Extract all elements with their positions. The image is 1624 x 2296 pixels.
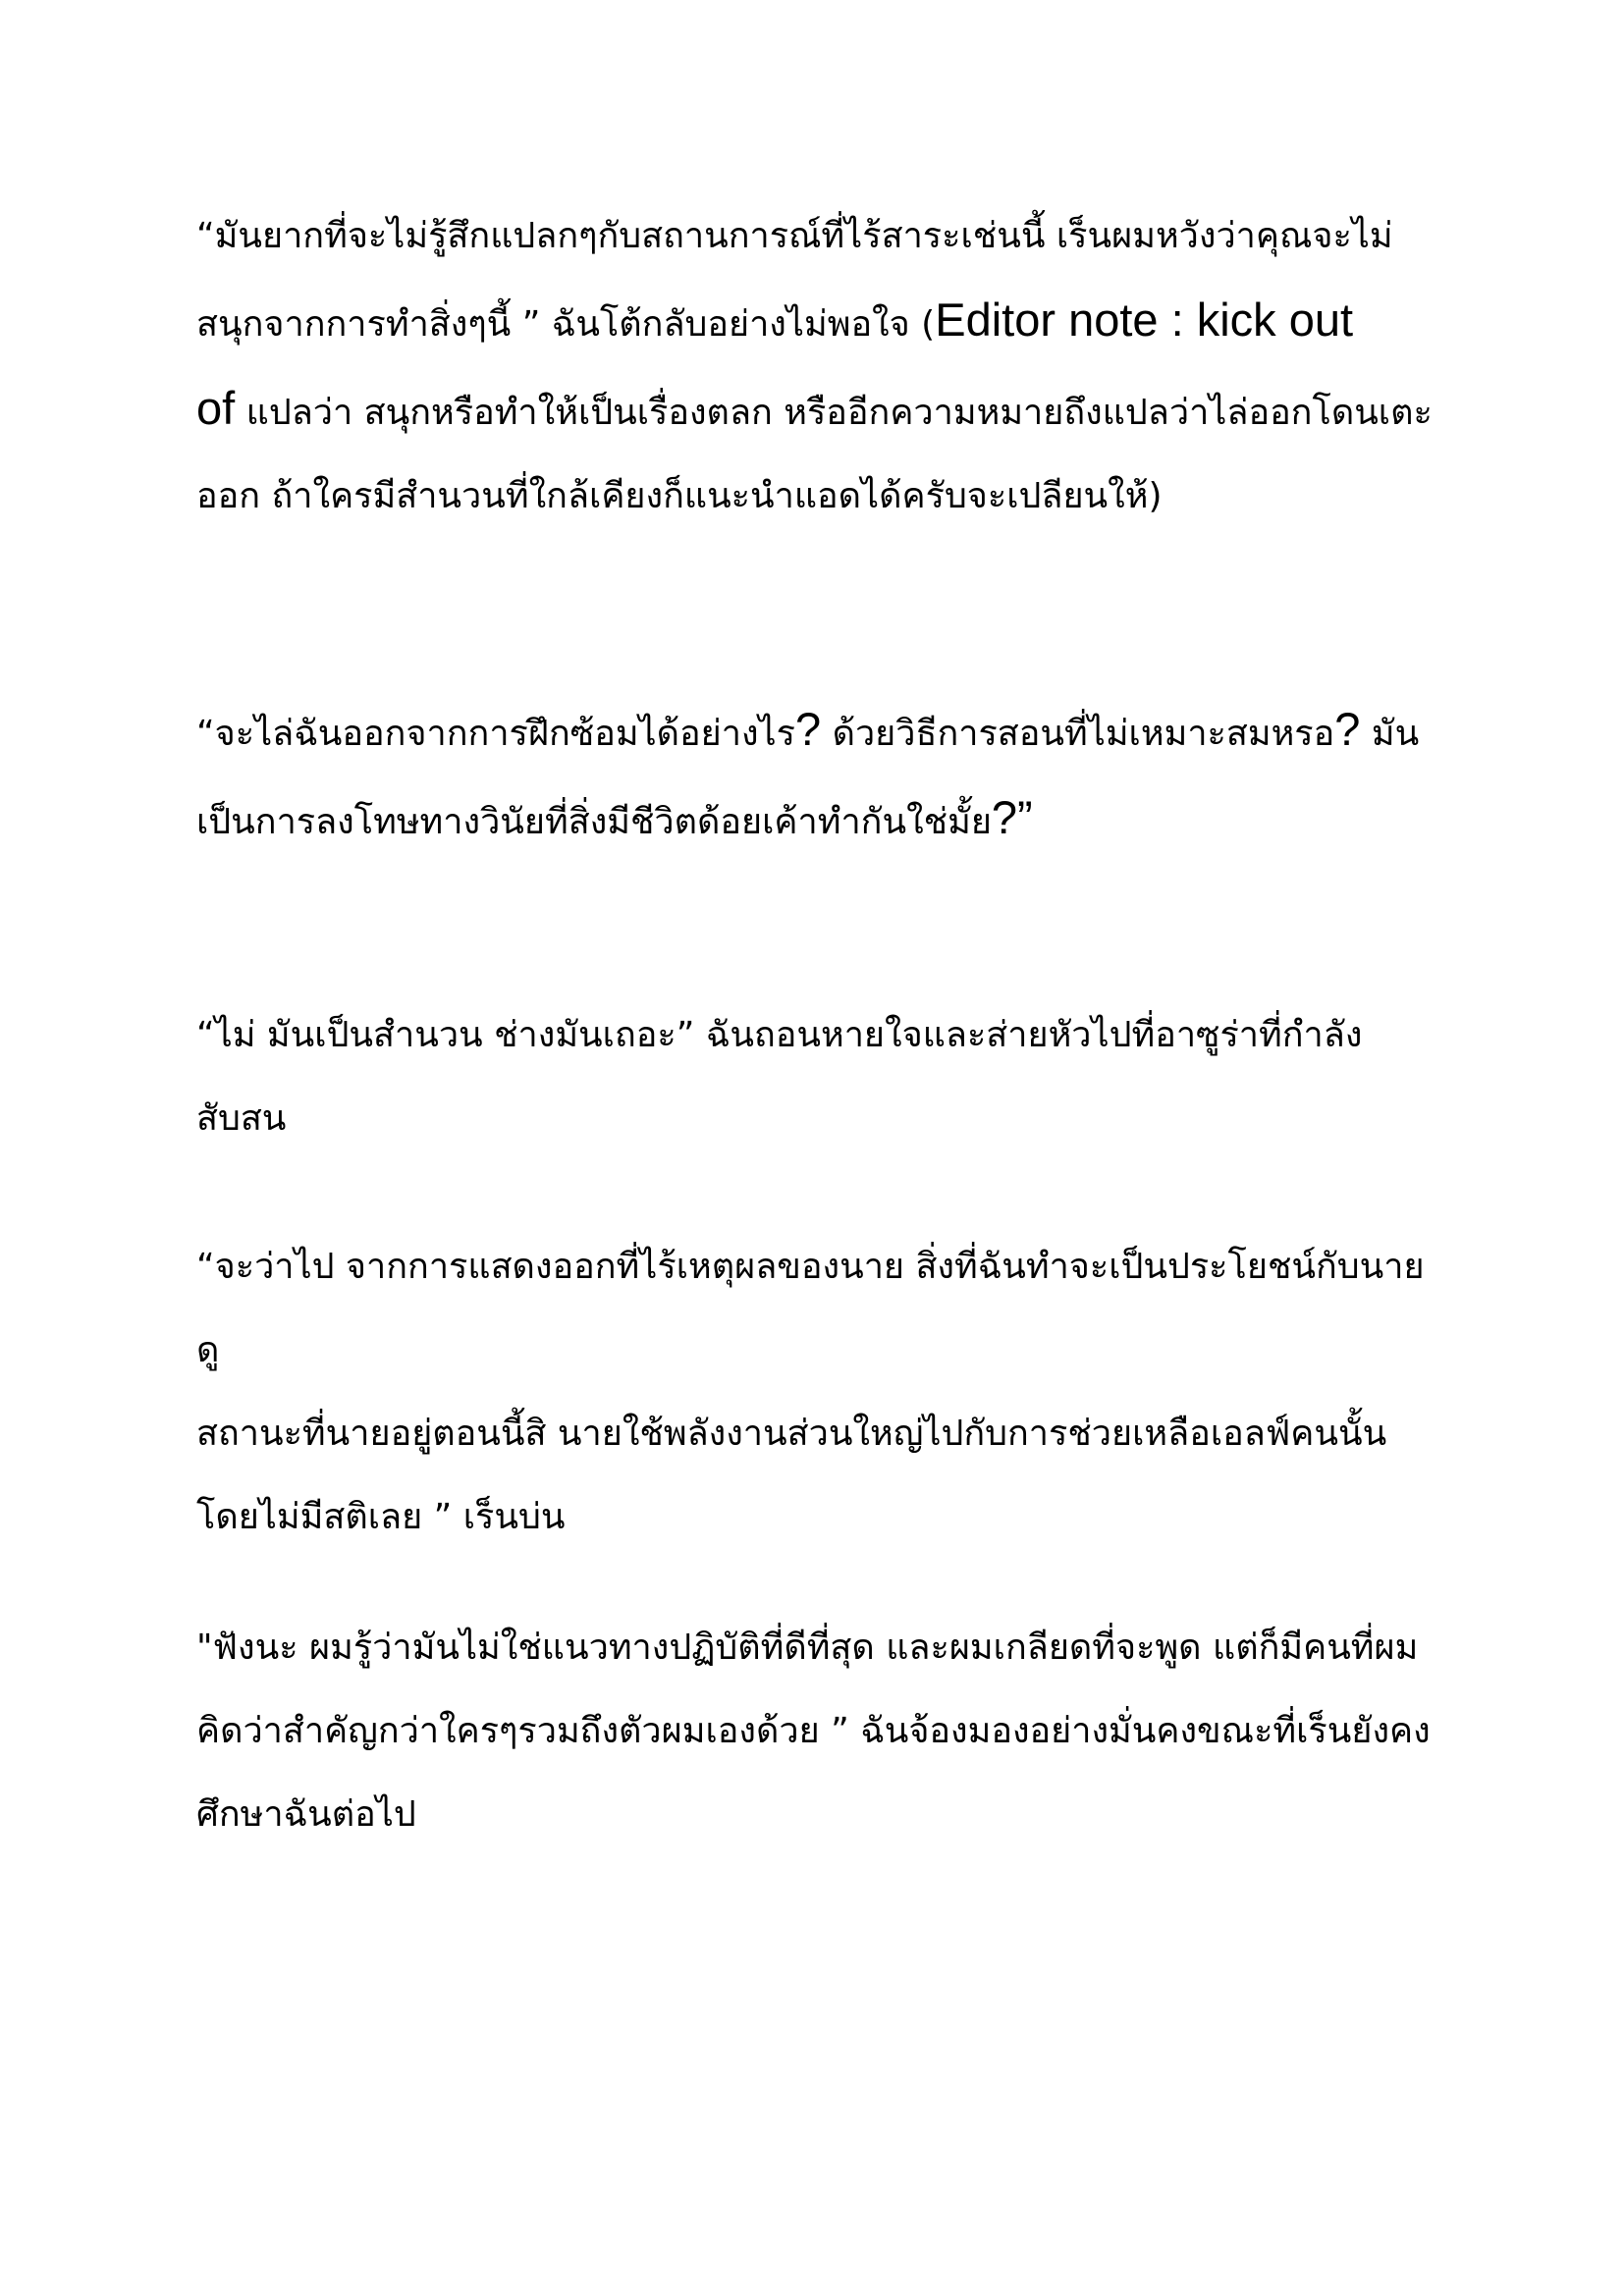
p1-line-1: “มันยากที่จะไม่รู้สึกแปลกๆกับสถานการณ์ที่ไร้สาระเช่นนี้ เร็นผมหวังว่าคุณจะไม่ [196,216,1393,256]
p1-line-2-thai: สนุกจากการทำสิ่งๆนี้ ” ฉันโต้กลับอย่างไม่พอใจ ( [196,304,936,345]
editor-note-english-of: of [196,382,236,434]
p2-line-2-end: ?” [991,791,1033,843]
p3-text: “ไม่ มันเป็นสำนวน ช่างมันเถอะ” ฉันถอนหายใจและส่ายหัวไปที่อาซูร่าที่กำลังสับสน [196,1015,1363,1139]
paragraph-3 [196,993,1443,1160]
paragraph-1 [196,194,1443,538]
p5-line-1: "ฟังนะ ผมรู้ว่ามันไม่ใช่แนวทางปฏิบัติที่ดีที่สุด และผมเกลียดที่จะพูด แต่ก็มีคนที่ผม [196,1628,1419,1668]
p2-line-1-b: ด้วยวิธีการสอนที่ไม่เหมาะสมหรอ [821,714,1335,754]
p1-line-4: ออก ถ้าใครมีสำนวนที่ใกล้เคียงก็แนะนำแอดได้ครับจะเปลียนให้) [196,476,1163,516]
paragraph-2 [196,687,1443,864]
paragraph-5 [196,1606,1443,1856]
p2-line-1-a: “จะไล่ฉันออกจากการฝึกซ้อมได้อย่างไร [196,714,795,754]
p2-line-2: เป็นการลงโทษทางวินัยที่สิ่งมีชีวิตด้อยเค้าทำกันใช่มั้ย [196,802,992,842]
paragraph-4 [196,1225,1443,1559]
p4-line-1: “จะว่าไป จากการแสดงออกที่ไร้เหตุผลของนาย สิ่งที่ฉันทำจะเป็นประโยชน์กับนาย ดู [196,1247,1425,1370]
p4-line-2: สถานะที่นายอยู่ตอนนี้สิ นายใช้พลังงานส่วนใหญ่ไปกับการช่วยเหลือเอลฟ์คนนั้น [196,1414,1387,1454]
p1-line-3-thai: แปลว่า สนุกหรือทำให้เป็นเรื่องตลก หรืออีกความหมายถึงแปลว่าไล่ออกโดนเตะ [235,393,1433,433]
p4-line-3: โดยไม่มีสติเลย ” เร็นบ่น [196,1497,566,1537]
p2-question-mark-1: ? [794,703,822,755]
p2-line-1-c: มัน [1360,714,1420,754]
p2-question-mark-2: ? [1334,703,1361,755]
p5-line-2: คิดว่าสำคัญกว่าใครๆรวมถึงตัวผมเองด้วย ” ฉันจ้องมองอย่างมั่นคงขณะที่เร็นยังคง [196,1711,1431,1751]
p5-line-3: ศึกษาฉันต่อไป [196,1794,416,1835]
editor-note-english: Editor note : kick out [935,294,1354,346]
